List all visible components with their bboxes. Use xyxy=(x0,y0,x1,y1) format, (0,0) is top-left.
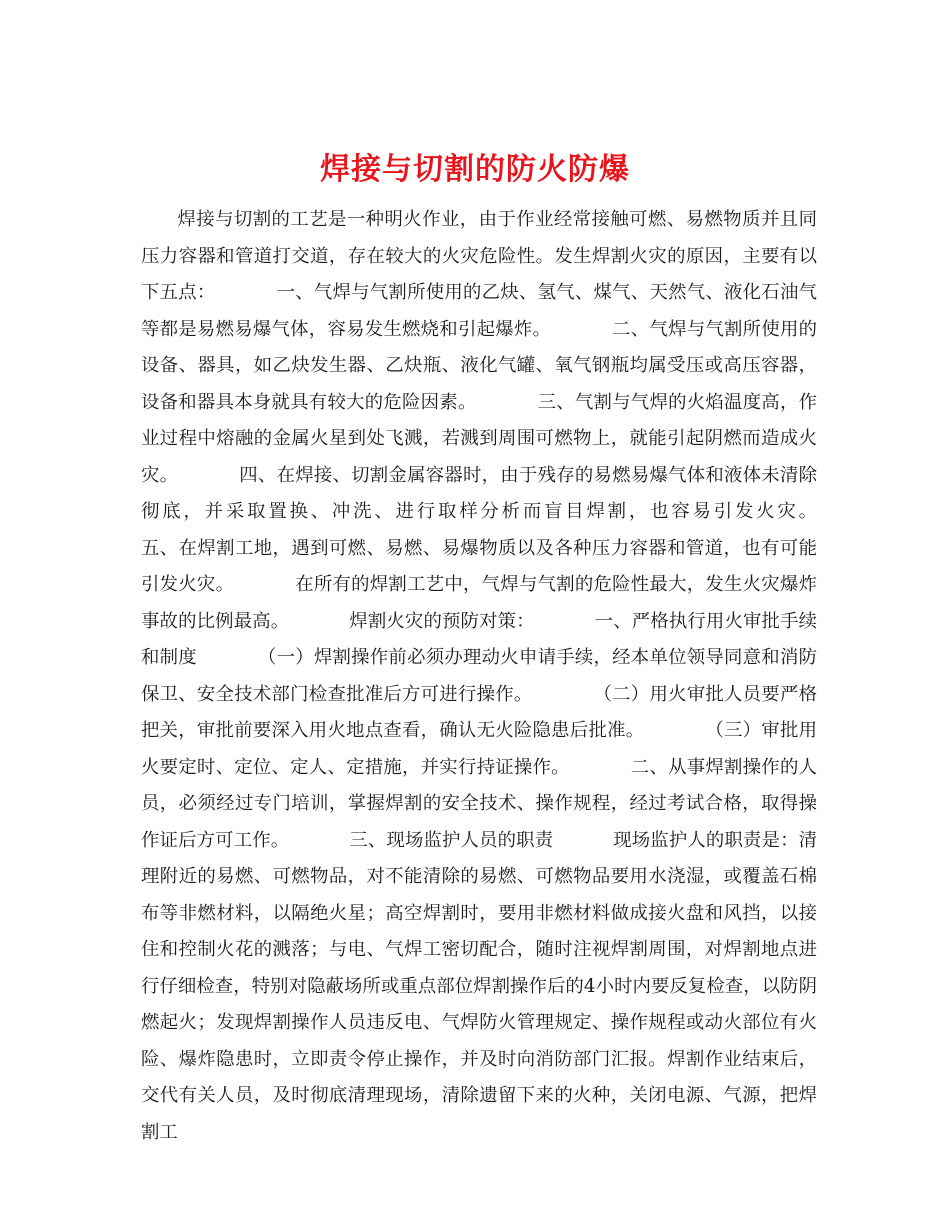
document-title: 焊接与切割的防火防爆 xyxy=(320,152,630,188)
document-body xyxy=(141,202,876,1151)
body-paragraph: 焊接与切割的工艺是一种明火作业，由于作业经常接触可燃、易燃物质并且同压力容器和管道打交道，存在较大的火灾危险性。发生焊割火灾的原因，主要有以下五点： 一、气焊与气割所使用的乙炔、氢气、煤气、天然气、液化石油气等都是易燃易爆气体，容易发生燃烧和引起爆炸。 二、气焊与气割所使用的设备、器具，如乙炔发生器、乙炔瓶、液化气罐、氧气钢瓶均属受压或高压容器，设备和器具本身就具有较大的危险因素。 三、气割与气焊的火焰温度高，作业过程中熔融的金属火星到处飞溅，若溅到周围可燃物上，就能引起阴燃而造成火灾。 四、在焊接、切割金属容器时，由于残存的易燃易爆气体和液体未清除彻底，并采取置换、冲洗、进行取样分析而盲目焊割，也容易引发火灾。 五、在焊割工地，遇到可燃、易燃、易爆物质以及各种压力容器和管道，也有可能引发火灾。 在所有的焊割工艺中，气焊与气割的危险性最大，发生火灾爆炸事故的比例最高。 焊割火灾的预防对策： 一、严格执行用火审批手续和制度 （一）焊割操作前必须办理动火申请手续，经本单位领导同意和消防保卫、安全技术部门检查批准后方可进行操作。 （二）用火审批人员要严格把关，审批前要深入用火地点查看，确认无火险隐患后批准。 （三）审批用火要定时、定位、定人、定措施，并实行持证操作。 二、从事焊割操作的人员，必须经过专门培训，掌握焊割的安全技术、操作规程，经过考试合格，取得操作证后方可工作。 三、现场监护人员的职责 现场监护人的职责是：清理附近的易燃、可燃物品，对不能清除的易燃、可燃物品要用水浇湿，或覆盖石棉布等非燃材料，以隔绝火星；高空焊割时，要用非燃材料做成接火盘和风挡，以接住和控制火花的溅落；与电、气焊工密切配合，随时注视焊割周围，对焊割地点进行仔细检查，特别对隐蔽场所或重点部位焊割操作后的4小时内要反复检查，以防阴燃起火；发现焊割操作人员违反电、气焊防火管理规定、操作规程或动火部位有火险、爆炸隐患时，立即责令停止操作，并及时向消防部门汇报。焊割作业结束后，交代有关人员，及时彻底清理现场，清除遗留下来的火种，关闭电源、气源，把焊割工 xyxy=(141,209,876,1143)
